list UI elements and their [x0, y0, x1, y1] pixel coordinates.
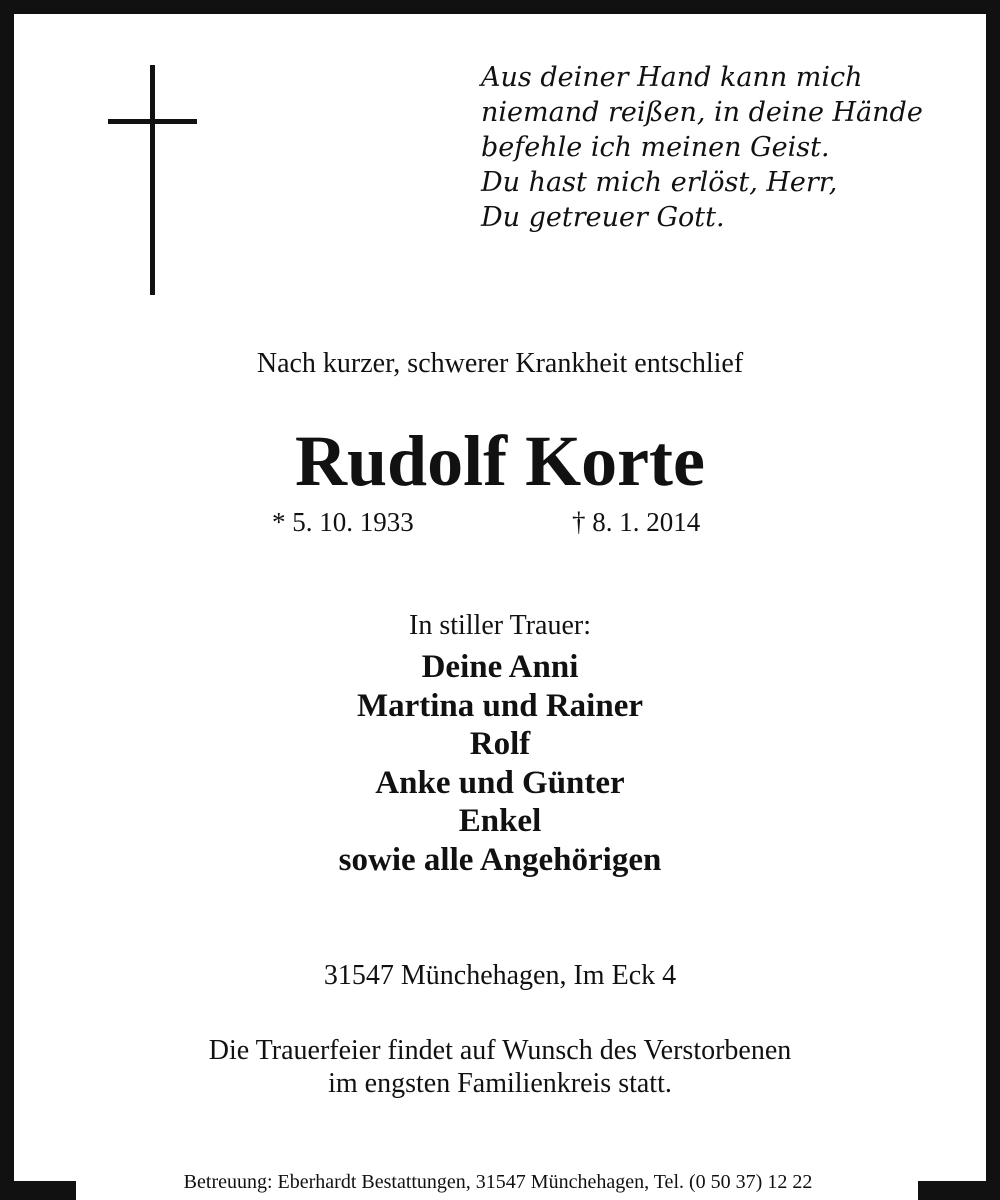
border-bottom-right	[918, 1181, 1000, 1200]
border-right	[986, 0, 1000, 1200]
mourners-list	[14, 648, 986, 879]
ceremony-notice	[14, 1034, 986, 1100]
mourning-label: In stiller Trauer:	[409, 610, 591, 641]
birth-date: * 5. 10. 1933	[272, 507, 414, 537]
border-left	[0, 0, 14, 1200]
cross-vertical-bar	[150, 65, 155, 295]
border-top	[0, 0, 1000, 14]
deceased-name: Rudolf Korte	[295, 421, 705, 501]
mourner-name: Enkel	[458, 803, 542, 839]
address: 31547 Münchehagen, Im Eck 4	[323, 960, 677, 991]
verse-line: befehle ich meinen Geist.	[481, 132, 830, 163]
ceremony-line: Die Trauerfeier findet auf Wunsch des Verstorbenen	[208, 1035, 792, 1066]
mourner-name: Martina und Rainer	[356, 687, 643, 724]
mourner-name: sowie alle Angehörigen	[338, 841, 662, 878]
mourner-name: Anke und Günter	[375, 764, 625, 801]
verse-line: Aus deiner Hand kann mich	[481, 62, 863, 93]
verse-line: niemand reißen, in deine Hände	[481, 97, 923, 128]
border-bottom-left	[0, 1181, 76, 1200]
cross-horizontal-bar	[108, 119, 197, 124]
funeral-home-footer: Betreuung: Eberhardt Bestattungen, 31547 Münchehagen, Tel. (0 50 37) 12 22	[183, 1171, 813, 1193]
ceremony-line: im engsten Familienkreis statt.	[328, 1068, 672, 1099]
mourner-name: Deine Anni	[421, 649, 579, 685]
mourner-name: Rolf	[469, 726, 531, 762]
verse-line: Du getreuer Gott.	[481, 202, 725, 233]
verse-line: Du hast mich erlöst, Herr,	[481, 167, 838, 198]
death-date: † 8. 1. 2014	[572, 507, 701, 537]
intro-text: Nach kurzer, schwerer Krankheit entschlief	[256, 348, 744, 379]
bible-verse	[481, 60, 981, 235]
